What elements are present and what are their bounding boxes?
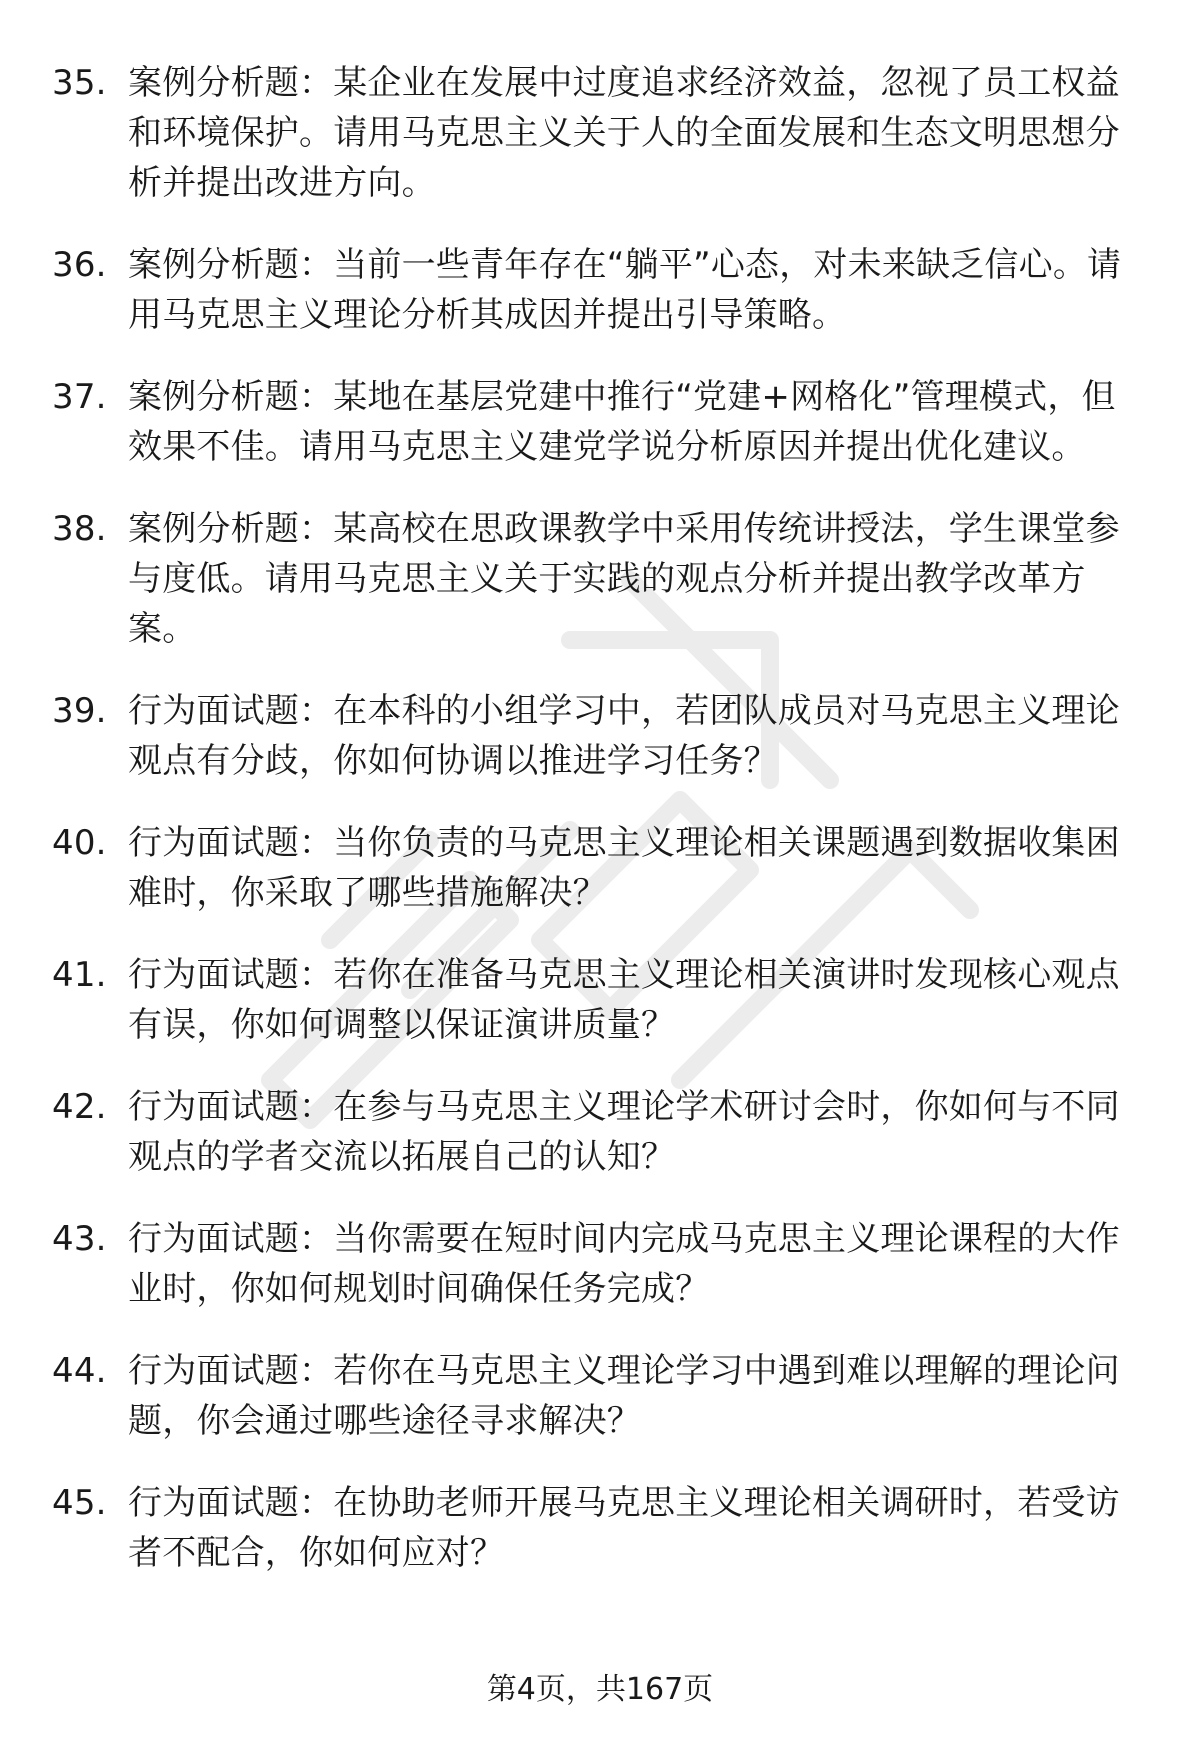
question-number: 38. [52, 509, 107, 549]
page-number: 第4页，共167页 [486, 1672, 714, 1707]
question-number: 42. [52, 1087, 107, 1127]
list-item [0, 818, 1200, 918]
list-item [0, 686, 1200, 786]
question-number: 43. [52, 1219, 107, 1259]
question-text: 行为面试题：当你负责的马克思主义理论相关课题遇到数据收集困难时，你采取了哪些措施解决？ [128, 823, 1120, 913]
question-list [0, 58, 1200, 1610]
question-text: 案例分析题：某高校在思政课教学中采用传统讲授法，学生课堂参与度低。请用马克思主义关于实践的观点分析并提出教学改革方案。 [128, 509, 1120, 649]
question-text: 行为面试题：在本科的小组学习中，若团队成员对马克思主义理论观点有分歧，你如何协调以推进学习任务？ [128, 691, 1120, 781]
list-item [0, 372, 1200, 472]
list-item [0, 1214, 1200, 1314]
question-text: 行为面试题：在参与马克思主义理论学术研讨会时，你如何与不同观点的学者交流以拓展自己的认知？ [128, 1087, 1120, 1177]
list-item [0, 1082, 1200, 1182]
question-text: 行为面试题：若你在马克思主义理论学习中遇到难以理解的理论问题，你会通过哪些途径寻求解决？ [128, 1351, 1120, 1441]
question-text: 案例分析题：当前一些青年存在“躺平”心态，对未来缺乏信心。请用马克思主义理论分析其成因并提出引导策略。 [128, 245, 1122, 335]
question-text: 行为面试题：当你需要在短时间内完成马克思主义理论课程的大作业时，你如何规划时间确保任务完成？ [128, 1219, 1120, 1309]
question-text: 案例分析题：某企业在发展中过度追求经济效益，忽视了员工权益和环境保护。请用马克思主义关于人的全面发展和生态文明思想分析并提出改进方向。 [128, 63, 1120, 203]
list-item [0, 950, 1200, 1050]
list-item [0, 1346, 1200, 1446]
list-item [0, 58, 1200, 208]
list-item [0, 1478, 1200, 1578]
question-number: 40. [52, 823, 107, 863]
question-number: 36. [52, 245, 107, 285]
question-number: 39. [52, 691, 107, 731]
question-number: 41. [52, 955, 107, 995]
question-number: 45. [52, 1483, 107, 1523]
list-item [0, 504, 1200, 654]
question-text: 行为面试题：在协助老师开展马克思主义理论相关调研时，若受访者不配合，你如何应对？ [128, 1483, 1120, 1573]
list-item [0, 240, 1200, 340]
question-number: 35. [52, 63, 107, 103]
question-text: 行为面试题：若你在准备马克思主义理论相关演讲时发现核心观点有误，你如何调整以保证演讲质量？ [128, 955, 1120, 1045]
question-text: 案例分析题：某地在基层党建中推行“党建+网格化”管理模式，但效果不佳。请用马克思主义建党学说分析原因并提出优化建议。 [128, 377, 1116, 467]
question-number: 37. [52, 377, 107, 417]
question-number: 44. [52, 1351, 107, 1391]
